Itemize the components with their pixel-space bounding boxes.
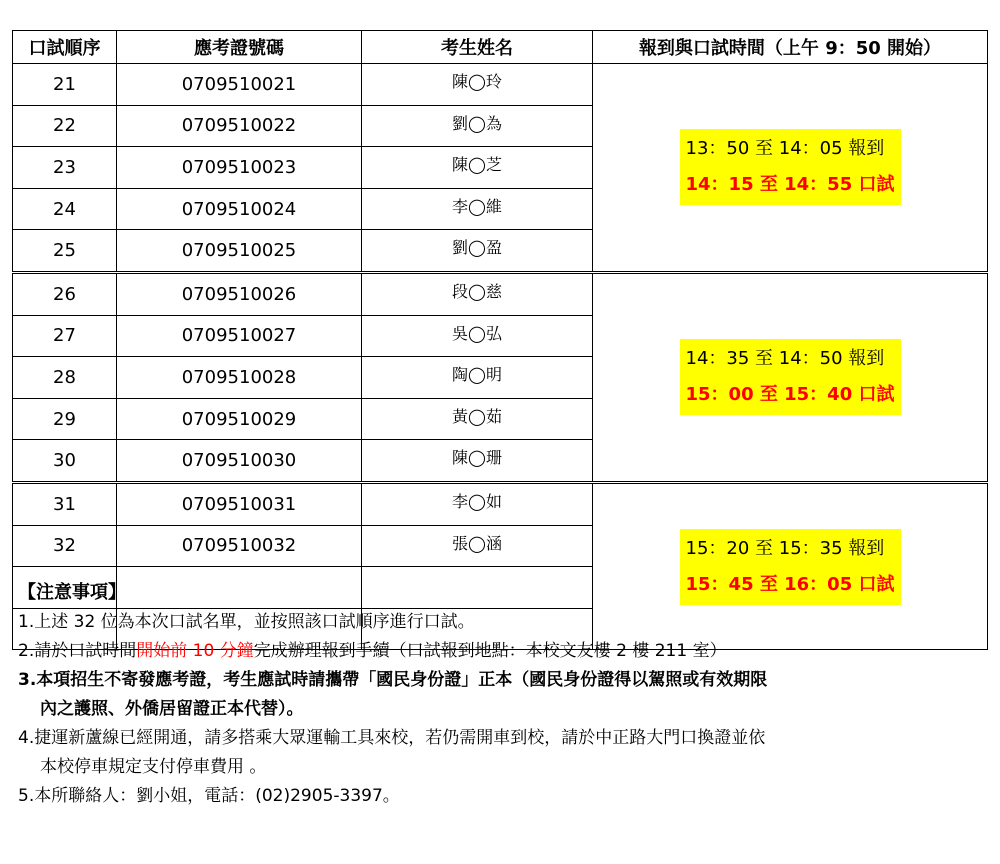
- note-item-2-emphasis: 開始前 10 分鐘: [136, 641, 254, 661]
- exam-id-cell: 0709510021: [117, 64, 362, 106]
- note-item-2-text: 2.請於口試時間: [18, 641, 137, 661]
- exam-id-cell: 0709510024: [117, 188, 362, 230]
- note-item-3: 3.本項招生不寄發應考證，考生應試時請攜帶「國民身份證」正本（國民身份證得以駕照或有效期限: [18, 670, 768, 690]
- exam-id-cell: 0709510030: [117, 440, 362, 483]
- note-item-2-text-end: 完成辦理報到手續（口試報到地點：本校文友樓 2 樓 211 室）: [253, 641, 727, 661]
- exam-id-cell: 0709510031: [117, 482, 362, 525]
- exam-id-cell: 0709510028: [117, 357, 362, 399]
- exam-id-cell: 0709510032: [117, 525, 362, 567]
- order-cell: 31: [13, 482, 117, 525]
- order-cell: 29: [13, 398, 117, 440]
- exam-id-cell: 0709510027: [117, 315, 362, 357]
- candidate-name-cell: 吳◯弘: [362, 315, 593, 357]
- order-cell: 30: [13, 440, 117, 483]
- order-cell: 23: [13, 147, 117, 189]
- header-candidate-name: 考生姓名: [362, 31, 593, 64]
- exam-id-cell: 0709510023: [117, 147, 362, 189]
- order-cell: 26: [13, 272, 117, 315]
- exam-id-cell: 0709510029: [117, 398, 362, 440]
- table-row: [13, 482, 988, 525]
- table-row: [13, 64, 988, 106]
- order-cell: 27: [13, 315, 117, 357]
- note-item-4: 4.捷運新蘆線已經開通，請多搭乘大眾運輸工具來校，若仍需開車到校，請於中正路大門口換證並依: [18, 728, 766, 748]
- candidate-name-cell: 陳◯珊: [362, 440, 593, 483]
- oral-time: 15：00 至 15：40 口試: [685, 384, 895, 406]
- order-cell: 21: [13, 64, 117, 106]
- interview-schedule-table: [12, 30, 988, 650]
- note-item-1: 1.上述 32 位為本次口試名單，並按照該口試順序進行口試。: [18, 612, 475, 632]
- order-cell: 22: [13, 105, 117, 147]
- time-slot-cell: [593, 272, 988, 482]
- candidate-name-cell: 李◯如: [362, 482, 593, 525]
- order-cell: 25: [13, 230, 117, 273]
- oral-time: 14：15 至 14：55 口試: [685, 174, 895, 196]
- time-highlight: [680, 129, 901, 205]
- oral-time: 15：45 至 16：05 口試: [685, 573, 895, 595]
- report-time: 14：35 至 14：50 報到: [685, 348, 885, 370]
- table-row: [13, 272, 988, 315]
- exam-id-cell: 0709510022: [117, 105, 362, 147]
- candidate-name-cell: 張◯涵: [362, 525, 593, 567]
- note-item-3-continued: 內之護照、外僑居留證正本代替）。: [40, 699, 304, 719]
- candidate-name-cell: 黃◯茹: [362, 398, 593, 440]
- note-item-2: [18, 637, 998, 666]
- notes-section: [18, 578, 998, 811]
- header-exam-id: 應考證號碼: [117, 31, 362, 64]
- report-time: 13：50 至 14：05 報到: [685, 138, 885, 160]
- order-cell: 32: [13, 525, 117, 567]
- header-report-time: 報到與口試時間（上午 9：50 開始）: [593, 31, 988, 64]
- candidate-name-cell: 李◯維: [362, 188, 593, 230]
- table-header-row: [13, 31, 988, 64]
- note-item-5: 5.本所聯絡人：劉小姐，電話：(02)2905-3397。: [18, 786, 400, 806]
- notes-heading: 【注意事項】: [18, 582, 126, 603]
- report-time: 15：20 至 15：35 報到: [685, 537, 885, 559]
- note-item-4-continued: 本校停車規定支付停車費用 。: [40, 757, 267, 777]
- candidate-name-cell: 陳◯芝: [362, 147, 593, 189]
- header-order: 口試順序: [13, 31, 117, 64]
- order-cell: 24: [13, 188, 117, 230]
- candidate-name-cell: 段◯慈: [362, 272, 593, 315]
- order-cell: 28: [13, 357, 117, 399]
- candidate-name-cell: 陶◯明: [362, 357, 593, 399]
- exam-id-cell: 0709510026: [117, 272, 362, 315]
- time-slot-cell: [593, 64, 988, 273]
- exam-id-cell: 0709510025: [117, 230, 362, 273]
- candidate-name-cell: 劉◯為: [362, 105, 593, 147]
- time-highlight: [680, 339, 901, 415]
- candidate-name-cell: 劉◯盈: [362, 230, 593, 273]
- candidate-name-cell: 陳◯玲: [362, 64, 593, 106]
